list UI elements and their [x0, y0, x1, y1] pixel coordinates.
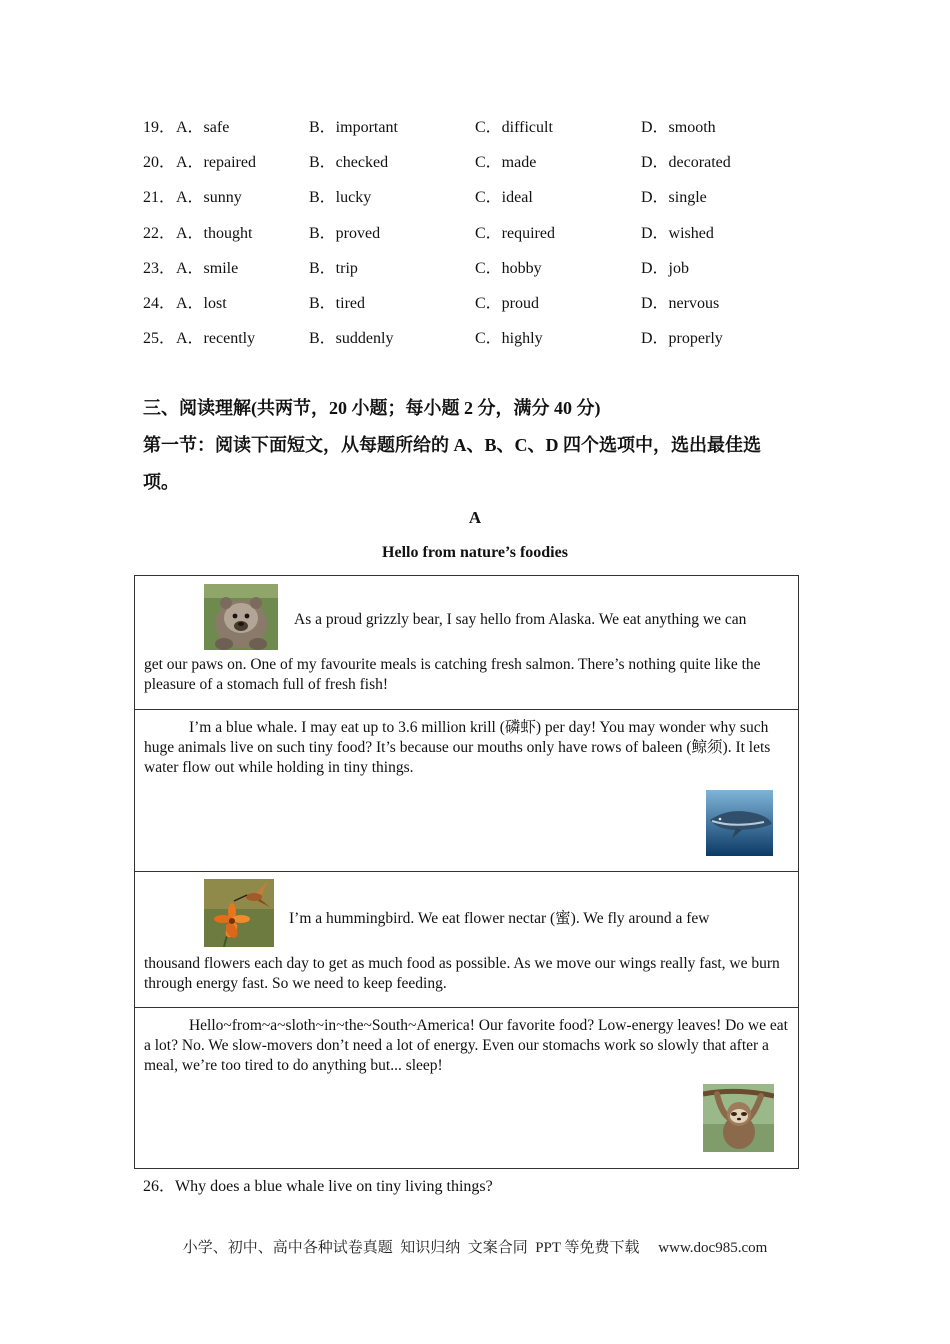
option-row-23: [143, 258, 823, 293]
option-b: B．suddenly: [309, 330, 394, 348]
option-c: C．ideal: [475, 189, 533, 207]
hummingbird-image: [204, 879, 274, 947]
option-a: A．smile: [176, 259, 239, 277]
question-number: 25．: [143, 330, 176, 348]
option-row-21: [143, 187, 823, 222]
question-number: 21．: [143, 189, 176, 207]
page-footer: 小学、初中、高中各种试卷真题 知识归纳 文案合同 PPT 等免费下载 www.doc985.com: [182, 1240, 768, 1256]
option-c: C．difficult: [475, 119, 553, 136]
section-instruction-cont: 项。: [143, 472, 179, 492]
bear-text: get our paws on. One of my favourite meals is catching fresh salmon. There’s nothing quite like the pleasure of a stomach full of fresh fish!: [144, 656, 761, 693]
option-d: D．nervous: [641, 294, 720, 312]
option-row-20: [143, 152, 823, 187]
option-row-24: [143, 293, 823, 328]
option-d: D．properly: [641, 330, 723, 348]
bear-text-first-line: As a proud grizzly bear, I say hello from Alaska. We eat anything we can: [294, 611, 747, 628]
option-a: A．sunny: [176, 189, 242, 207]
hummingbird-cell: [135, 871, 798, 1008]
whale-text: I’m a blue whale. I may eat up to 3.6 million krill (磷虾) per day! You may wonder why such huge animals live on such tiny food? It’s because our mouths only have rows of baleen (鲸须). It lets water flow out while holding in tiny things.: [144, 719, 771, 776]
option-b: B．checked: [309, 154, 389, 172]
question-26: 26．Why does a blue whale live on tiny living things?: [143, 1178, 493, 1195]
option-row-19: [143, 117, 823, 152]
option-row-22: [143, 223, 823, 258]
option-a: A．thought: [176, 224, 253, 242]
option-a: A．recently: [176, 330, 256, 348]
option-c: C．made: [475, 154, 537, 172]
option-b: B．proved: [309, 224, 381, 242]
option-a: A．safe: [176, 119, 230, 136]
option-row-25: [143, 328, 823, 363]
whale-cell: [135, 709, 798, 872]
option-c: C．highly: [475, 330, 543, 348]
passage-box: [134, 575, 799, 1169]
option-d: D．decorated: [641, 154, 731, 172]
hummingbird-text: thousand flowers each day to get as much food as possible. As we move our wings really fast, we burn through energy fast. So we need to keep feeding.: [144, 955, 780, 992]
question-number: 20．: [143, 154, 176, 172]
option-d: D．wished: [641, 224, 714, 242]
passage-title: Hello from nature’s foodies: [382, 544, 568, 561]
blue-whale-image: [706, 790, 773, 856]
option-c: C．required: [475, 224, 555, 242]
sloth-text: Hello~from~a~sloth~in~the~South~America! Our favorite food? Low-energy leaves! Do we eat a lot? No. We slow-movers don’t need a lot of energy. Even our stomachs work so slowly that after a meal, we’re too tired to do anything but... sleep!: [144, 1017, 788, 1074]
bear-cell: [135, 576, 798, 709]
question-number: 19．: [143, 119, 176, 136]
option-d: D．single: [641, 189, 707, 207]
passage-letter: A: [468, 508, 482, 527]
option-a: A．lost: [176, 294, 227, 312]
option-b: B．important: [309, 119, 398, 136]
option-a: A．repaired: [176, 154, 256, 172]
option-b: B．tired: [309, 294, 365, 312]
section-title: 三、阅读理解(共两节，20 小题；每小题 2 分，满分 40 分): [143, 398, 601, 418]
option-b: B．lucky: [309, 189, 372, 207]
option-c: C．proud: [475, 294, 540, 312]
cloze-options-list: [143, 117, 823, 363]
question-number: 24．: [143, 294, 176, 312]
grizzly-bear-image: [204, 584, 278, 650]
option-c: C．hobby: [475, 259, 542, 277]
section-instruction: 第一节：阅读下面短文，从每题所给的 A、B、C、D 四个选项中，选出最佳选: [143, 435, 761, 455]
option-d: D．smooth: [641, 119, 716, 136]
hummingbird-text-first-line: I’m a hummingbird. We eat flower nectar (蜜). We fly around a few: [289, 910, 710, 927]
option-d: D．job: [641, 259, 690, 277]
sloth-cell: [135, 1007, 798, 1169]
sloth-image: [703, 1084, 774, 1152]
question-number: 23．: [143, 259, 176, 277]
option-b: B．trip: [309, 259, 358, 277]
question-number: 22．: [143, 224, 176, 242]
